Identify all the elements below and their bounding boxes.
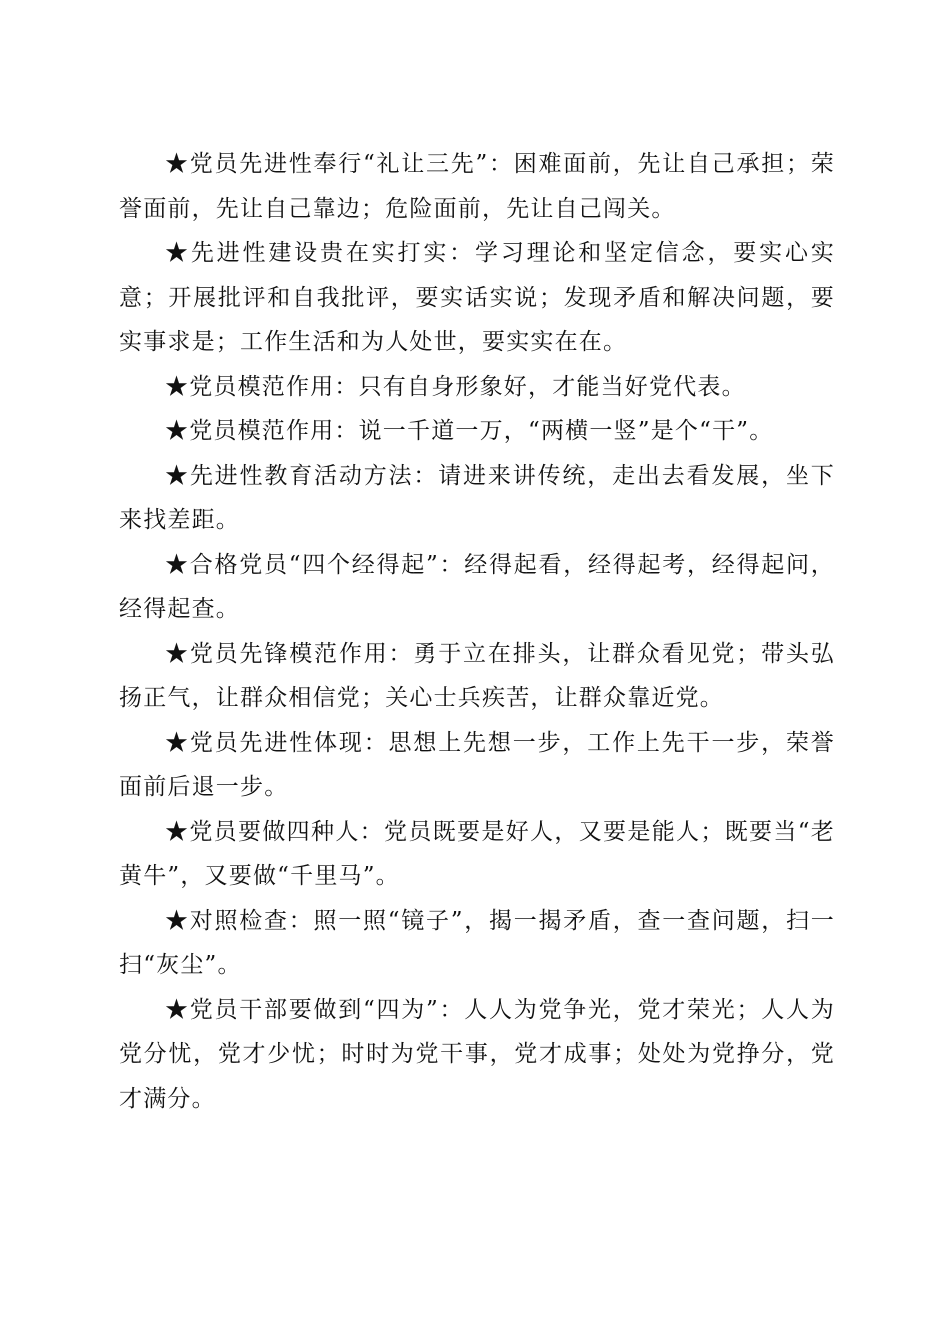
paragraph-8: ★党员先进性体现：思想上先想一步，工作上先干一步，荣誉面前后退一步。 [119, 729, 835, 800]
paragraph-11: ★党员干部要做到“四为”：人人为党争光，党才荣光；人人为党分忧，党才少忧；时时为党干事，党才成事；处处为党挣分，党才满分。 [119, 996, 835, 1112]
paragraph-10: ★对照检查：照一照“镜子”，揭一揭矛盾，查一查问题，扫一扫“灰尘”。 [119, 907, 835, 978]
paragraph-2: ★先进性建设贵在实打实：学习理论和坚定信念，要实心实意；开展批评和自我批评，要实话实说；发现矛盾和解决问题，要实事求是；工作生活和为人处世，要实实在在。 [119, 240, 835, 355]
paragraph-7: ★党员先锋模范作用：勇于立在排头，让群众看见党；带头弘扬正气，让群众相信党；关心士兵疾苦，让群众靠近党。 [119, 640, 835, 711]
paragraph-4: ★党员模范作用：说一千道一万，“两横一竖”是个“干”。 [165, 418, 774, 444]
paragraph-5: ★先进性教育活动方法：请进来讲传统，走出去看发展，坐下来找差距。 [119, 462, 835, 533]
paragraph-1: ★党员先进性奉行“礼让三先”：困难面前，先让自己承担；荣誉面前，先让自己靠边；危险面前，先让自己闯关。 [119, 151, 835, 222]
paragraph-9: ★党员要做四种人：党员既要是好人，又要是能人；既要当“老黄牛”，又要做“千里马”。 [119, 818, 835, 889]
document-body [119, 142, 835, 1121]
paragraph-6: ★合格党员“四个经得起”：经得起看，经得起考，经得起问，经得起查。 [119, 551, 835, 622]
paragraph-3: ★党员模范作用：只有自身形象好，才能当好党代表。 [165, 373, 746, 400]
